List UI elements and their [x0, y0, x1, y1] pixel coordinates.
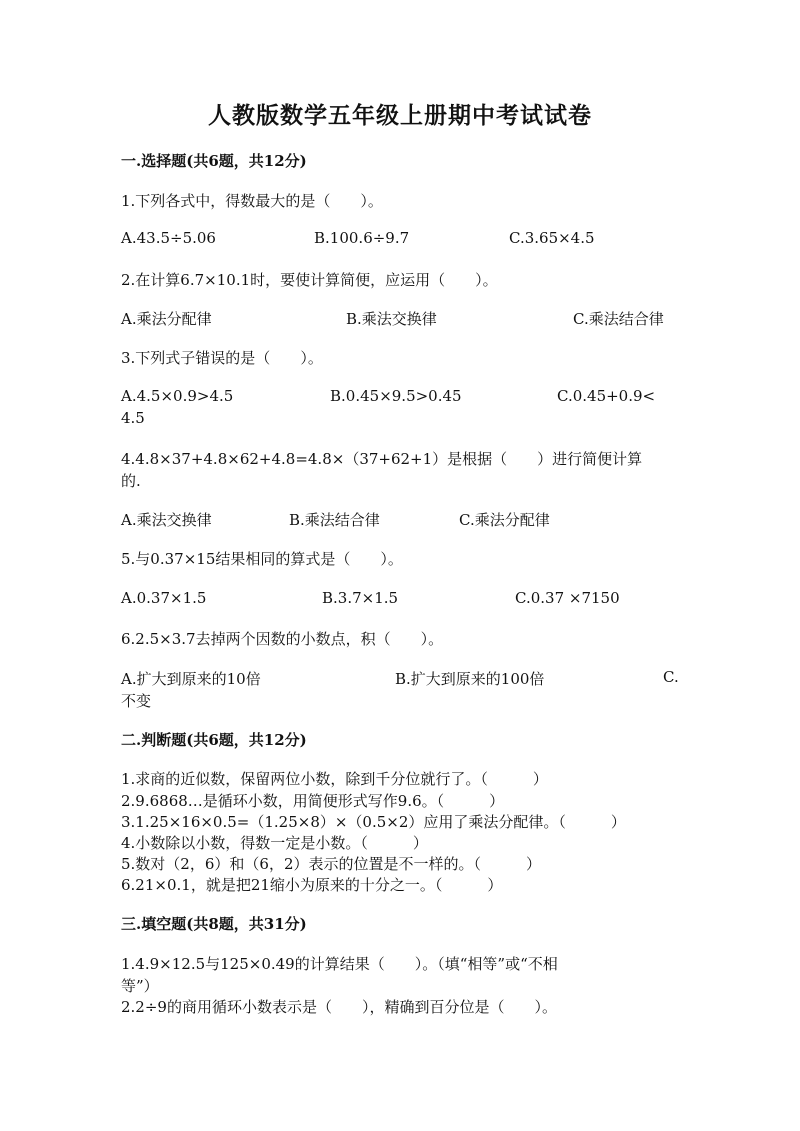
option-b: B.乘法结合律 [289, 511, 380, 529]
option-c: C.0.37 ×7150 [515, 589, 620, 607]
option-c: C. [663, 668, 679, 686]
option-b: B.扩大到原来的100倍 [395, 670, 545, 688]
option-c: C.0.45+0.9< [557, 387, 656, 405]
option-a: A.0.37×1.5 [121, 589, 207, 607]
judge-item: 5.数对（2，6）和（6，2）表示的位置是不一样的。（ ） [121, 855, 541, 873]
option-b: B.乘法交换律 [346, 310, 437, 328]
fill-item: 2.2÷9的商用循环小数表示是（ ），精确到百分位是（ ）。 [121, 998, 557, 1016]
option-b: B.0.45×9.5>0.45 [330, 387, 462, 405]
option-a: A.扩大到原来的10倍 [121, 670, 261, 688]
option-a: A.4.5×0.9>4.5 [121, 387, 234, 405]
section-heading-judge: 二.判断题(共6题，共12分) [121, 731, 307, 749]
judge-item: 2.9.6868…是循环小数，用简便形式写作9.6。（ ） [121, 792, 505, 810]
question-text: 1.下列各式中，得数最大的是（ ）。 [121, 192, 383, 210]
question-text: 2.在计算6.7×10.1时，要使计算简便，应运用（ ）。 [121, 271, 498, 289]
question-text: 4.4.8×37+4.8×62+4.8=4.8×（37+62+1）是根据（ ）进行简便计算 [121, 450, 643, 468]
question-text: 5.与0.37×15结果相同的算式是（ ）。 [121, 550, 403, 568]
option-a: A.43.5÷5.06 [121, 229, 216, 247]
section-heading-choice: 一.选择题(共6题，共12分) [121, 152, 307, 170]
option-c: C.乘法结合律 [573, 310, 664, 328]
question-text-continued: 的. [121, 472, 141, 490]
option-b: B.3.7×1.5 [322, 589, 399, 607]
question-text: 6.2.5×3.7去掉两个因数的小数点，积（ ）。 [121, 630, 444, 648]
section-heading-fill: 三.填空题(共8题，共31分) [121, 915, 307, 933]
option-c: C.3.65×4.5 [509, 229, 595, 247]
judge-item: 3.1.25×16×0.5=（1.25×8）×（0.5×2）应用了乘法分配律。（ ） [121, 813, 626, 831]
judge-item: 6.21×0.1，就是把21缩小为原来的十分之一。（ ） [121, 876, 503, 894]
option-c-continued: 4.5 [121, 409, 145, 427]
option-c: C.乘法分配律 [459, 511, 550, 529]
page-title: 人教版数学五年级上册期中考试试卷 [208, 102, 592, 129]
option-a: A.乘法分配律 [121, 310, 212, 328]
judge-item: 4.小数除以小数，得数一定是小数。（ ） [121, 834, 428, 852]
fill-item-continued: 等”） [121, 977, 159, 995]
fill-item: 1.4.9×12.5与125×0.49的计算结果（ ）。（填“相等”或“不相 [121, 955, 558, 973]
judge-item: 1.求商的近似数，保留两位小数，除到千分位就行了。（ ） [121, 770, 548, 788]
option-b: B.100.6÷9.7 [314, 229, 410, 247]
option-c-continued: 不变 [121, 692, 152, 710]
option-a: A.乘法交换律 [121, 511, 212, 529]
question-text: 3.下列式子错误的是（ ）。 [121, 349, 323, 367]
